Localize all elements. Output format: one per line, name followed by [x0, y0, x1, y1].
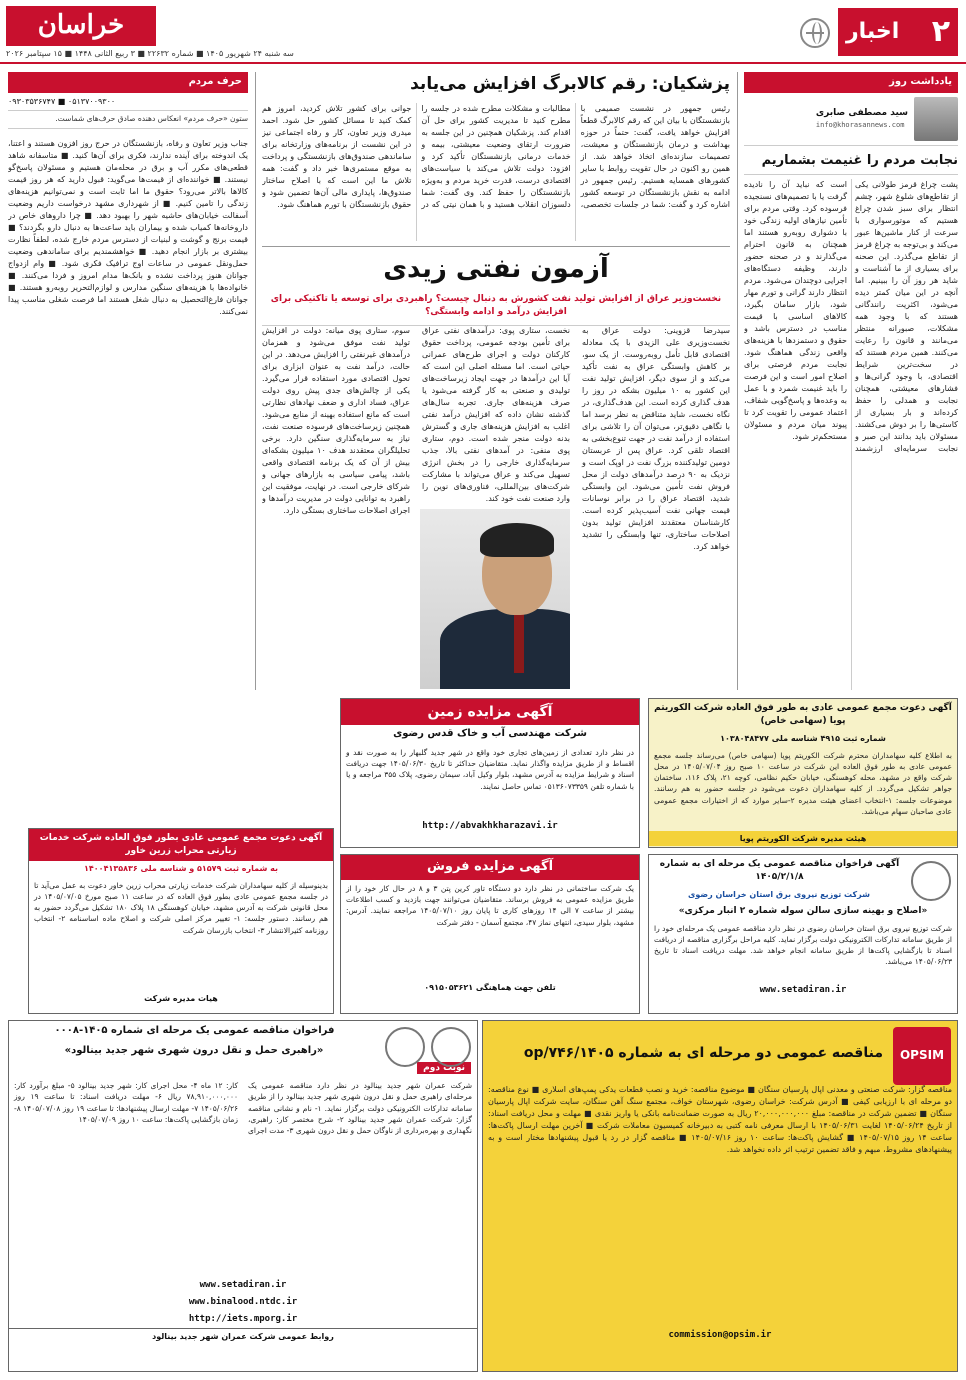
ad-tavanir-title: آگهی فراخوان مناقصه عمومی یک مرحله ای به شماره ۱۴۰۵/۲/۱/۸ — [659, 859, 900, 883]
globe-icon — [800, 18, 830, 48]
ad-binalood-url-3[interactable]: http://iets.mporg.ir — [188, 1314, 298, 1325]
ministry-emblem-icon — [385, 1027, 425, 1067]
ad-opsim-email[interactable]: commission@opsim.ir — [668, 1330, 772, 1341]
logo-text: خراسان — [37, 10, 125, 41]
newspaper-logo[interactable] — [6, 6, 156, 46]
official-photo — [420, 509, 570, 689]
section-number: ۲ — [931, 14, 950, 50]
ad-sale-phone[interactable]: تلفن جهت هماهنگی ۰۹۱۵۰۵۳۶۲۱ — [424, 982, 556, 992]
opsim-logo — [893, 1027, 951, 1085]
ad-sale-body: یک شرکت ساختمانی در نظر دارد دو دستگاه تاور کرین پتن ۳ و ۸ در حال کار خود را از طریق مزایده عمومی به فروش برساند. متقاضیان می‌توانند جهت بازدید و کسب اطلاعات بیشتر از ساعت ۷ الی ۱۴ روزهای کاری تا پایان روز ۱۴۰۵/۰۷/۱۰ مراجعه نمایند. آدرس: مشهد، بلوار سیدی، انتهای نماز ۴۷، مجتمع آسمان - دفتر شرکت — [346, 883, 635, 927]
ad-sale-title: آگهی مزایده فروش — [341, 855, 639, 880]
ad-zarin-sign: هیات مدیره شرکت — [144, 993, 218, 1003]
photo-tie — [514, 613, 524, 673]
oil-story-body-a: سیدرضا قزوینی: دولت عراق به نخست‌وزیری علی الزیدی با یک معادله اقتصادی قابل تأمل روبه‌روست. از یک سو، بر کاهش وابستگی عراق به نفت تأکید می‌کند و از سوی دیگر، افزایش تولید نفت این کشور به ۱۰ میلیون بشکه در روز را هدف گذاری کرده است. این هدف‌گذاری، در نگاه نخست، شاید متناقض به نظر برسد اما با نگاهی دقیق‌تر، می‌توان آن را تلاشی برای استفاده از درآمد نفت در جهت تنوع‌بخشی به اقتصاد تلقی کرد. عراق پس از عربستان دومین تولیدکننده بزرگ نفت در اوپک است و نزدیک به ۹۰ درصد درآمدهای دولت از محل فروش نفت تأمین می‌شود. این وابستگی شدید، اقتصاد عراق را در برابر نوسانات قیمت جهانی نفت آسیب‌پذیر کرده است. کارشناسان معتقدند افزایش تولید بدون اصلاحات ساختاری، تنها وابستگی را تشدید خواهد کرد. — [582, 326, 730, 551]
section-banner — [838, 8, 958, 56]
ad-tavanir-org: شرکت توزیع نیروی برق استان خراسان رضوی — [687, 890, 871, 900]
editorial-label: یادداشت روز — [744, 72, 958, 93]
people-voice-body-wrap — [8, 138, 248, 690]
ad-binalood-url-2[interactable]: www.binalood.ntdc.ir — [188, 1297, 298, 1308]
photo-hair — [480, 523, 554, 557]
ad-tavanir-url[interactable]: www.setadiran.ir — [759, 984, 847, 995]
ad-binalood-tender[interactable] — [8, 1020, 478, 1372]
column-divider — [255, 72, 256, 690]
oil-story-title: آزمون نفتی زیدی — [383, 254, 609, 284]
people-voice-title: حرف مردم — [188, 76, 242, 87]
ad-binalood-subject: «راهبری حمل و نقل درون شهری شهر جدید بینالود» — [64, 1044, 324, 1056]
binalood-emblem-icon — [431, 1027, 471, 1067]
ad-opsim-tender[interactable] — [482, 1020, 958, 1372]
ad-zarin-sub: به شماره ثبت ۵۱۵۷۹ و شناسه ملی ۱۴۰۰۴۱۳۵۸۳۶ — [84, 864, 278, 874]
people-voice-phone[interactable]: ۰۹۳۰۳۵۳۶۷۴۷ ■ ۰۵۱۳۷۰۰۹۳۰۰ — [8, 93, 248, 112]
author-email[interactable]: info@khorasannews.com — [815, 120, 905, 129]
ad-tavanir-tender[interactable] — [648, 854, 958, 1014]
editorial-title: نجابت مردم را غنیمت بشماریم — [744, 146, 958, 176]
tavanir-emblem-icon — [911, 861, 951, 901]
author-photo — [914, 97, 958, 141]
ad-binalood-tag: نوبت دوم — [417, 1062, 471, 1074]
ad-land-org: شرکت مهندسی آب و خاک قدس رضوی — [393, 728, 587, 740]
ad-algoritm-title: آگهی دعوت مجمع عمومی عادی به طور فوق العاده شرکت الکوریتم پویا (سهامی خاص) — [654, 703, 952, 727]
ad-binalood-url-1[interactable]: www.setadiran.ir — [199, 1280, 287, 1291]
ad-tower-crane-sale[interactable] — [340, 854, 640, 1014]
oil-story-body-c: سوم، ستاری پوی میانه: دولت در افزایش تولید نفت موفق می‌شود و همزمان درآمدهای غیرنفتی را افزایش می‌دهد. در این حالت، درآمد نفت به عنوان ابزاری برای تحول اقتصادی مورد استفاده قرار می‌گیرد. یکی از چالش‌های جدی پیش روی دولت عراق، فساد اداری و ضعف نهادهای نظارتی است که مانع استفاده بهینه از منابع می‌شود. همچنین زیرساخت‌های فرسوده صنعت نفت، نیاز به سرمایه‌گذاری سنگین دارد. برخی تحلیلگران معتقدند هدف ۱۰ میلیون بشکه‌ای بیش از آن که یک برنامه اقتصادی واقعی باشد، پیامی سیاسی به بازارهای جهانی و شرکای خارجی است. در نهایت، موفقیت این راهبرد به توانایی دولت در مدیریت درآمدها و اجرای اصلاحات ساختاری بستگی دارد. — [262, 326, 410, 515]
ad-algoritm-pooya[interactable] — [648, 698, 958, 848]
ad-binalood-sign: روابط عمومی شرکت عمران شهر جدید بینالود — [9, 1328, 477, 1345]
ad-land-url[interactable]: http://abvakhkharazavi.ir — [422, 820, 558, 831]
top-story — [262, 72, 730, 242]
column-divider — [737, 72, 738, 690]
editorial-column — [744, 72, 958, 690]
oil-story-subtitle: نخست‌وزیر عراق از افزایش تولید نفت کشورش به دنبال چیست؟ راهبردی برای توسعه یا تاکتیکی برای افزایش درآمد و ادامه وابستگی؟ — [262, 293, 730, 326]
ad-tavanir-subject: «اصلاح و بهینه سازی سالن سوله شماره ۲ انبار مرکزی» — [678, 905, 928, 916]
people-voice-intro: ستون «حرف مردم» انعکاس دهنده صادق حرف‌های شماست. — [8, 111, 248, 129]
ad-zarin-body: بدینوسیله از کلیه سهامداران شرکت خدمات زیارتی محراب زرین خاور دعوت به عمل می‌آید تا در جلسه مجمع عمومی عادی بطور فوق العاده که در ساعت ۱۱ صبح مورخ ۱۴۰۵/۰۷/۰۵ در محل قانونی شرکت به آدرس مشهد، خیابان کوهسنگی ۱۸ پلاک ۱۸۰ تشکیل می‌گردد حضور به هم رسانند. دستور جلسه: ۱- تغییر مرکز اصلی شرکت و اصلاح ماده اساسنامه ۲- انتخاب روزنامه کثیرالانتشار ۳- انتخاب بازرسان شرکت — [34, 880, 328, 935]
top-story-body: رئیس جمهور در نشست صمیمی با بازنشستگان با بیان این که رقم کالابرگ قطعاً افزایش خواهد یافت، گفت: حتماً در حوزه بهداشت و درمان بازنشستگان و معیشت، تصمیمات سازنده‌ای اتخاذ خواهد شد. از همین رو اکنون در حال تقویت روابط با سایر کشورهای همسایه هستیم. رئیس جمهور در ادامه به نقش بازنشستگان در توسعه کشور اشاره کرد و گفت: شما در جلسات تخصصی، مطالبات و مشکلات مطرح شده در جلسه را مطرح کنید تا مدیریت کشور برای حل آن اقدام کند. پزشکیان همچنین در این جلسه به ضرورت ارتقای وضعیت معیشتی، بیمه و خدمات درمانی بازنشستگان تأکید کرد و افزود: دولت تلاش می‌کند با سیاست‌های اقتصادی درست، قدرت خرید مردم و به‌ویژه بازنشستگان را حفظ کند. وی گفت: شما دلسوزان انقلاب هستید و با همان نیتی که در جوانی برای کشور تلاش کردید، امروز هم کمک کنید تا مسائل کشور حل شود. احمد میدری وزیر تعاون، کار و رفاه اجتماعی نیز در این نشست از برنامه‌های وزارتخانه برای ساماندهی صندوق‌های بازنشستگی و پرداخت به موقع مستمری‌ها خبر داد و گفت: همه تلاش ما این است که با اصلاح ساختار صندوق‌ها، پایداری مالی آن‌ها تضمین شود و حقوق بازنشستگان با تورم هماهنگ شود. — [262, 103, 730, 209]
ad-algoritm-sub: شماره ثبت ۴۹۱۵ شناسه ملی ۱۰۳۸۰۴۸۴۷۷ — [720, 734, 886, 744]
photo-suit — [440, 609, 570, 689]
ad-opsim-body: مناقصه گزار: شرکت صنعتی و معدنی اپال پارسیان سنگان ■ موضوع مناقصه: خرید و نصب قطعات یدکی پمپ‌های اسلاری ■ نوع مناقصه: دو مرحله ای با ارزیابی کیفی ■ آدرس شرکت: خراسان رضوی، شهرستان خواف، مجتمع سنگ آهن سنگان، سایت شرکت اپال پارسیان سنگان ■ تضمین شرکت در مناقصه: مبلغ ۲۰,۰۰۰,۰۰۰,۰۰۰ ریال به صورت ضمانت‌نامه بانکی یا واریز نقدی ■ مهلت و محل دریافت اسناد: از تاریخ ۱۴۰۵/۰۶/۲۴ لغایت ۱۴۰۵/۰۶/۳۱ با ارسال معرفی نامه کتبی به دبیرخانه کمیسیون معاملات شرکت ■ آخرین مهلت ارسال پاکت‌ها: ساعت ۱۴ روز ۱۴۰۵/۰۷/۱۵ ■ گشایش پاکت‌ها: ساعت ۱۰ روز ۱۴۰۵/۰۷/۱۶ ■ مناقصه گزار در رد یا قبول پیشنهادها مختار است و به پیشنهادهای مشروط، مبهم و فاقد تضمین ترتیب اثر داده نخواهد شد. — [488, 1085, 953, 1155]
ad-binalood-body: شرکت عمران شهر جدید بینالود در نظر دارد مناقصه عمومی یک مرحله‌ای راهبری حمل و نقل درون شهری شهر جدید بینالود را از طریق سامانه تدارکات الکترونیکی دولت برگزار نماید. ۱- نام و نشانی مناقصه گزار: شرکت عمران شهر جدید بینالود ۲- شرح مختصر کار: راهبری، نگهداری و بهره‌برداری از ناوگان حمل و نقل درون شهری ۳- مدت اجرای کار: ۱۲ ماه ۴- محل اجرای کار: شهر جدید بینالود ۵- مبلغ برآورد کار: ۷۸,۹۱۰,۰۰۰,۰۰۰ ریال ۶- مهلت دریافت اسناد: تا ساعت ۱۹ روز ۱۴۰۵/۰۶/۲۶ ۷- مهلت ارسال پیشنهادها: تا ساعت ۱۹ روز ۱۴۰۵/۰۷/۰۸ ۸- زمان بازگشایی پاکت‌ها: ساعت ۱۰ روز ۱۴۰۵/۰۷/۰۹ — [14, 1081, 472, 1136]
issue-info: سه شنبه ۲۴ شهریور ۱۴۰۵ ■ شماره ۲۲۶۳۲ ■ ۳ ربیع الثانی ۱۴۴۸ ■ ۱۵ سپتامبر ۲۰۲۶ — [6, 49, 294, 58]
ad-algoritm-sign: هیئت مدیره شرکت الکوریتم پویا — [649, 831, 957, 847]
ad-algoritm-body: به اطلاع کلیه سهامداران محترم شرکت الکوریتم پویا (سهامی خاص) می‌رساند جلسه مجمع عمومی عادی به طور فوق العاده این شرکت در ساعت ۱۰ صبح روز ۱۴۰۵/۰۷/۰۴ در محل شرکت واقع در مشهد، محله کوهسنگی، خیابان حکیم نظامی، کوچه ۲۱، پلاک ۱۱۶، ساختمان جواهر تشکیل می‌گردد. از کلیه سهامداران دعوت می‌شود در جلسه حضور به هم رسانند. موضوعات جلسه: ۱-انتخاب اعضای هیئت مدیره ۲-سایر موارد که از اختیارات مجمع عمومی عادی صاحبان سهام می‌باشد. — [654, 750, 952, 816]
ad-zarin-title: آگهی دعوت مجمع عمومی عادی بطور فوق العاده شرکت خدمات زیارتی محراب زرین خاور — [29, 829, 333, 861]
ad-land-title: آگهی مزایده زمین — [341, 699, 639, 725]
opsim-brand: OPSIM — [899, 1048, 945, 1063]
top-story-title: پزشکیان: رقم کالابرگ افزایش می‌یابد — [410, 74, 730, 94]
editorial-body: پشت چراغ قرمز طولانی یکی از تقاطع‌های شلوغ شهر، چشم انتظار برای سبز شدن چراغ هستیم که موتورسواری با سرعت از کنار ماشین‌ها عبور می‌کند و بی‌توجه به چراغ قرمز از تقاطع می‌گذرد. این صحنه برای بسیاری از ما آشناست و شاید هر روز آن را ببینیم. اما آنچه در این میان کمتر دیده می‌شود، اکثریت رانندگانی هستند که با وجود همه مشکلات، صبورانه منتظر می‌مانند و قانون را رعایت می‌کنند. همین مردم هستند که در سخت‌ترین شرایط اقتصادی، با وجود گرانی‌ها و فشارهای معیشتی، همچنان نجابت و همدلی را حفظ کرده‌اند و بار بسیاری از کاستی‌ها را بر دوش می‌کشند. مسئولان باید بدانند این صبر و نجابت سرمایه‌ای ارزشمند است که نباید آن را نادیده گرفت یا با تصمیم‌های نسنجیده فرسوده کرد. وقتی مردم برای تأمین نیازهای اولیه زندگی خود با دشواری روبه‌رو هستند اما همچنان به قانون احترام می‌گذارند و در صحنه حضور دارند، وظیفه دستگاه‌های اجرایی دوچندان می‌شود. مردم انتظار دارند گرانی و تورم مهار شود، بازار سامان بگیرد، کالاهای اساسی با قیمت مناسب در دسترس باشد و حقوق و دستمزدها با هزینه‌های واقعی زندگی هماهنگ شود. نجابت مردم فرصتی برای اصلاح امور است و این فرصت را باید غنیمت شمرد و با عمل به وعده‌ها و پاسخ‌گویی شفاف، اعتماد عمومی را تقویت کرد تا پیوند میان مردم و مسئولان مستحکم‌تر شود. — [744, 180, 958, 454]
page-header — [0, 0, 966, 64]
ad-binalood-title: فراخوان مناقصه عمومی یک مرحله ای شماره ۱۴۰۵-۰۰۰۸ — [54, 1025, 335, 1036]
ad-zarin-khavar[interactable] — [28, 828, 334, 1014]
ad-land-auction[interactable] — [340, 698, 640, 848]
oil-story-body-b: نخست، ستاری پوی: درآمدهای نفتی عراق برای تأمین بودجه عمومی، پرداخت حقوق کارکنان دولت و اجرای طرح‌های عمرانی حیاتی است. اما مسئله اصلی این است که آیا این درآمدها در جهت ایجاد زیرساخت‌های تولیدی و صنعتی به کار گرفته می‌شود یا صرف هزینه‌های جاری. تجربه سال‌های گذشته نشان داده که افزایش درآمد نفتی اغلب به افزایش هزینه‌های جاری و گسترش بدنه دولت منجر شده است. دوم، ستاری پوی منفی: در آمدهای نفتی بالا، جذب سرمایه‌گذاری خارجی را در بخش انرژی تسهیل می‌کند و عراق می‌تواند با مشارکت شرکت‌های بین‌المللی، فناوری‌های نوین را وارد صنعت نفت خود کند. — [422, 326, 570, 503]
section-name: اخبار — [846, 19, 900, 45]
ad-land-body: در نظر دارد تعدادی از زمین‌های تجاری خود واقع در شهر جدید گلبهار را به صورت نقد و اقساط و از طریق مزایده واگذار نماید. متقاضیان حداکثر تا تاریخ ۱۴۰۵/۰۶/۳۰ جهت دریافت اسناد و شرایط مزایده به آدرس مشهد، بلوار وکیل آباد، سیمان رضوی، پلاک ۳۵۵ مراجعه و یا با شماره تلفن ۰۵۱۳۶۰۷۳۳۵۹ تماس حاصل نمایند. — [346, 747, 634, 791]
oil-story — [262, 246, 730, 690]
people-voice-body: جناب وزیر تعاون و رفاه، بازنشستگان در حرج روز افزون هستند و اعتنا، یک اندوخته برای آینده ندارند، فکری برای آن‌ها کنید. ■ متاسفانه شاهد قطعی‌های مکرر آب و برق در محله‌مان هستیم و مسئولان پاسخ‌گو نیستند. ■ خواننده‌ای از قیمت‌ها می‌گوید: قبول دارید که هر روز قیمت کالاها بالاتر می‌رود؟ حقوق ما اما ثابت است و نمی‌توانیم هزینه‌های زندگی را تامین کنیم. ■ از شهرداری مشهد درخواست داریم وضعیت آسفالت خیابان‌های حاشیه شهر را بهبود دهد. ■ چرا داروهای خاص در داروخانه‌ها کمیاب شده و بیماران باید ساعت‌ها به دنبال دارو بگردند؟ ■ قیمت برنج و گوشت و لبنیات از دسترس مردم خارج شده، لطفاً نظارت بیشتری بر بازار انجام دهید. ■ خواهشمندیم برای ساماندهی وضعیت حمل‌ونقل عمومی در ساعات اوج ترافیک فکری شود. ■ وام ازدواج جوانان هنوز پرداخت نشده و بانک‌ها مدام امروز و فردا می‌کنند. ■ خانواده‌ها با هزینه‌های سنگین مدارس و لوازم‌التحریر روبه‌رو هستند. ■ جوانان فارغ‌التحصیل به دنبال شغل هستند اما فرصت شغلی مناسب پیدا نمی‌کنند. — [8, 139, 248, 316]
author-name: سید مصطفی صابری — [815, 107, 908, 118]
ad-tavanir-body: شرکت توزیع نیروی برق استان خراسان رضوی در نظر دارد مناقصه عمومی یک مرحله‌ای خود را از طریق سامانه تدارکات الکترونیکی دولت برگزار نماید. کلیه مراحل برگزاری مناقصه از دریافت اسناد تا بازگشایی پاکت‌ها از طریق سامانه انجام خواهد شد. مهلت دریافت اسناد تا تاریخ ۱۴۰۵/۰۶/۲۳ می‌باشد. — [654, 923, 952, 967]
author-row — [744, 93, 958, 146]
people-voice-label — [8, 72, 248, 93]
ad-opsim-title: مناقصه عمومی دو مرحله ای به شماره ۱۴۰۵/op/۷۴۶ — [523, 1045, 883, 1061]
